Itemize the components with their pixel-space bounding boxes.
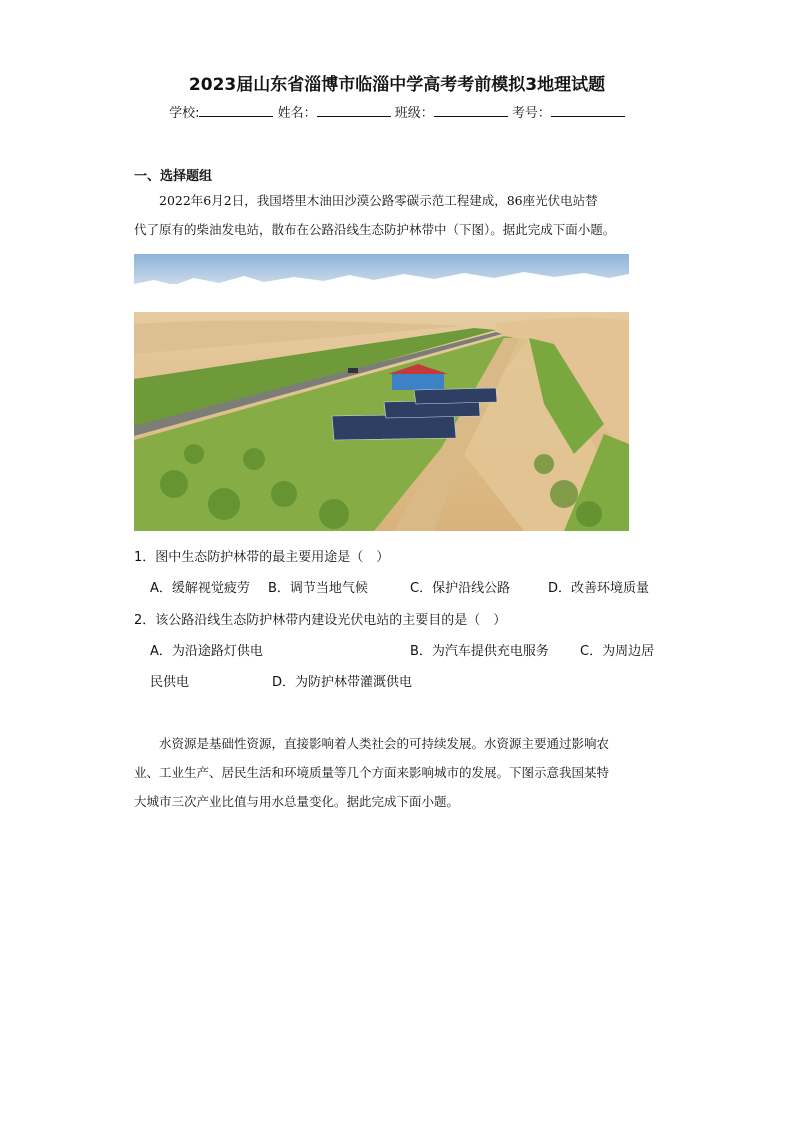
q2-option-c-continued: 民供电 bbox=[150, 675, 190, 690]
passage-2 bbox=[134, 729, 662, 816]
question-2-stem: 2．该公路沿线生态防护林带内建设光伏电站的主要目的是（ ） bbox=[134, 613, 507, 628]
school-blank[interactable] bbox=[199, 104, 273, 117]
name-label: 姓名： bbox=[277, 106, 317, 121]
q2-option-b[interactable]: B．为汽车提供充电服务 bbox=[410, 644, 549, 659]
passage-1-line: 2022年6月2日，我国塔里木油田沙漠公路零碳示范工程建成，86座光伏电站替 bbox=[159, 193, 598, 208]
passage-1-line: 代了原有的柴油发电站，散布在公路沿线生态防护林带中（下图）。据此完成下面小题。 bbox=[134, 222, 616, 237]
q1-option-d[interactable]: D．改善环境质量 bbox=[548, 581, 650, 596]
school-label: 学校: bbox=[169, 106, 200, 121]
id-label: 考号： bbox=[511, 106, 551, 121]
passage-2-line: 业、工业生产、居民生活和环境质量等几个方面来影响城市的发展。下图示意我国某特 bbox=[134, 765, 610, 780]
passage-2-line: 大城市三次产业比值与用水总量变化。据此完成下面小题。 bbox=[134, 794, 460, 809]
question-1-stem: 1．图中生态防护林带的最主要用途是（ ） bbox=[134, 550, 390, 565]
q1-option-b[interactable]: B．调节当地气候 bbox=[268, 581, 368, 596]
q2-option-c[interactable]: C．为周边居 bbox=[580, 644, 655, 659]
q1-option-c[interactable]: C．保护沿线公路 bbox=[410, 581, 511, 596]
passage-1 bbox=[134, 186, 662, 244]
photovoltaic-desert-photo bbox=[134, 254, 629, 531]
q2-option-d[interactable]: D．为防护林带灌溉供电 bbox=[272, 675, 413, 690]
student-info-line bbox=[0, 102, 794, 121]
class-label: 班级： bbox=[394, 106, 434, 121]
class-blank[interactable] bbox=[434, 104, 508, 117]
page-title: 2023届山东省淄博市临淄中学高考考前模拟3地理试题 bbox=[188, 75, 606, 95]
passage-2-line: 水资源是基础性资源，直接影响着人类社会的可持续发展。水资源主要通过影响农 bbox=[159, 736, 610, 751]
id-blank[interactable] bbox=[551, 104, 625, 117]
section-heading: 一、选择题组 bbox=[134, 169, 213, 184]
q1-option-a[interactable]: A．缓解视觉疲劳 bbox=[150, 581, 250, 596]
q2-option-a[interactable]: A．为沿途路灯供电 bbox=[150, 644, 263, 659]
name-blank[interactable] bbox=[317, 104, 391, 117]
